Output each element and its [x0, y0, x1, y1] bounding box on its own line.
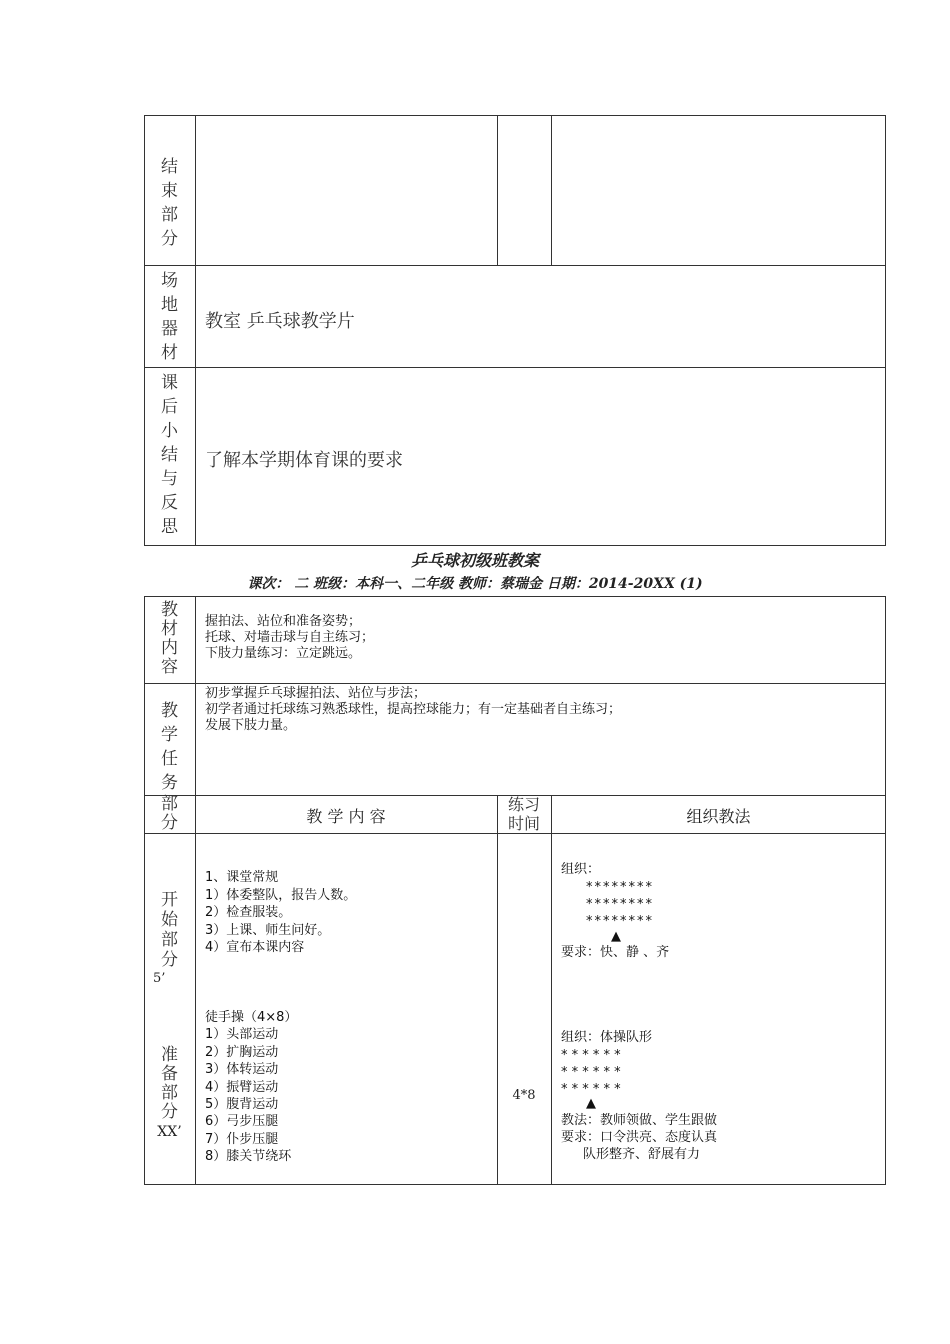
prep-method-formation-row: * * * * * *	[561, 1065, 621, 1080]
lesson-table-col-divider-3	[551, 795, 552, 1185]
page-title: 乒乓球初级班教案	[410, 551, 539, 570]
start-method-formation-row: ********	[586, 897, 654, 912]
prep-method-formation-row: * * * * * *	[561, 1082, 621, 1097]
tasks-label: 教 学 任 务	[161, 701, 178, 793]
lesson-info-line: 课次： 二 班级：本科一、二年级 教师：蔡瑞金 日期：2014-20XX (1)	[247, 576, 703, 592]
lesson-table-row-divider-1	[144, 683, 886, 684]
col-header-time: 练习 时间	[507, 795, 540, 833]
start-content-line: 3）上课、师生问好。	[205, 922, 331, 938]
venue-text: 教室 乒乓球教学片	[205, 311, 355, 332]
materials-line: 握拍法、站位和准备姿势；	[205, 614, 362, 629]
tasks-line: 初步掌握乒乓球握拍法、站位与步法；	[205, 686, 427, 701]
tasks-line: 发展下肢力量。	[205, 718, 297, 733]
start-content-line: 1、课堂常规	[205, 870, 279, 885]
ending-section-label: 结 束 部 分	[161, 157, 178, 249]
start-method-org-label: 组织：	[561, 862, 601, 877]
col-header-content: 教 学 内 容	[306, 807, 386, 826]
materials-line: 托球、对墙击球与自主练习；	[205, 630, 375, 645]
tasks-line: 初学者通过托球练习熟悉球性，提高控球能力；有一定基础者自主练习；	[205, 702, 622, 717]
prep-section-duration: XX’	[157, 1124, 182, 1140]
prep-method-requirement: 要求：口令洪亮、态度认真	[561, 1130, 718, 1145]
summary-text: 了解本学期体育课的要求	[205, 450, 403, 471]
col-header-section: 部 分	[161, 794, 178, 833]
prep-content-line: 徒手操（4×8）	[205, 1010, 298, 1025]
start-section-duration: 5’	[153, 971, 166, 986]
venue-label: 场 地 器 材	[161, 271, 178, 363]
prep-method-teaching: 教法：教师领做、学生跟做	[561, 1113, 718, 1128]
top-table-col-divider-2	[497, 115, 498, 266]
prep-method-requirement-cont: 队形整齐、舒展有力	[583, 1147, 701, 1162]
materials-content	[205, 614, 374, 662]
lesson-table-col-divider-2	[497, 795, 498, 1185]
prep-content-line: 4）振臂运动	[205, 1079, 279, 1095]
prep-content-line: 2）扩胸运动	[205, 1044, 279, 1060]
start-method-formation-row: ********	[586, 880, 654, 895]
start-content-line: 4）宣布本课内容	[205, 940, 305, 955]
prep-content-line: 6）弓步压腿	[205, 1114, 279, 1130]
lesson-table-col-divider-1	[195, 596, 196, 1185]
materials-line: 下肢力量练习：立定跳远。	[205, 646, 362, 661]
prep-section-content	[205, 1009, 297, 1166]
prep-content-line: 1）头部运动	[205, 1027, 279, 1043]
start-content-line: 1）体委整队，报告人数。	[205, 887, 357, 903]
prep-content-line: 3）体转运动	[205, 1062, 279, 1078]
prep-method-org-label: 组织：体操队形	[561, 1030, 653, 1045]
top-table-row-divider-2	[144, 367, 886, 368]
col-header-method: 组织教法	[686, 807, 751, 826]
materials-label: 教 材 内 容	[161, 600, 178, 677]
lesson-table-row-divider-3	[144, 833, 886, 834]
start-content-line: 2）检查服装。	[205, 905, 292, 920]
start-section-content	[205, 869, 356, 957]
top-table-row-divider-1	[144, 265, 886, 266]
prep-practice-time: 4*8	[512, 1088, 536, 1103]
prep-method-formation-row: * * * * * *	[561, 1048, 621, 1063]
prep-method-teacher-marker: ▲	[586, 1096, 596, 1111]
prep-content-line: 5）腹背运动	[205, 1097, 279, 1113]
summary-label: 课 后 小 结 与 反 思	[161, 373, 178, 537]
prep-content-line: 7）仆步压腿	[205, 1131, 279, 1147]
prep-section-label: 准 备 部 分	[161, 1045, 178, 1122]
top-table-col-divider-3	[551, 115, 552, 266]
start-section-label: 开 始 部 分	[161, 890, 178, 970]
prep-content-line: 8）膝关节绕环	[205, 1149, 292, 1165]
start-method-teacher-marker: ▲	[611, 929, 621, 944]
tasks-content	[205, 686, 621, 734]
start-method-formation-row: ********	[586, 914, 654, 929]
top-table-col-divider-1	[195, 115, 196, 546]
start-method-requirement: 要求：快、静 、齐	[561, 945, 670, 960]
